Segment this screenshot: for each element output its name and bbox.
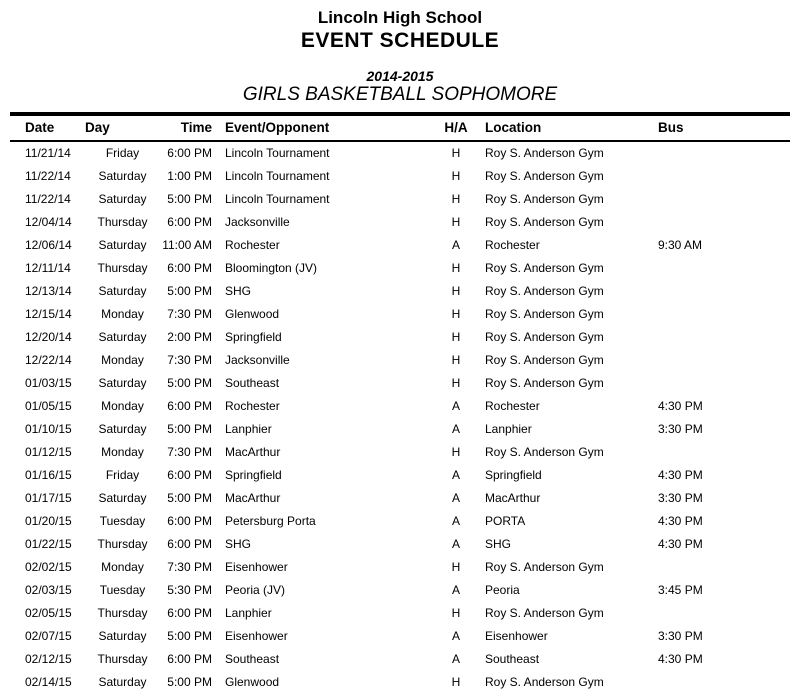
- table-cell-day: Friday: [105, 467, 140, 482]
- table-cell-day: Thursday: [97, 605, 148, 620]
- table-cell-event: Springfield: [225, 329, 282, 344]
- table-cell-event: Eisenhower: [225, 559, 288, 574]
- table-cell-time: 5:00 PM: [167, 191, 212, 206]
- table-cell-day: Saturday: [98, 421, 147, 436]
- table-row: [10, 164, 790, 187]
- table-cell-location: Roy S. Anderson Gym: [485, 375, 604, 390]
- table-cell-ha: A: [451, 628, 460, 643]
- table-cell-ha: H: [451, 214, 461, 229]
- table-cell-date: 12/20/14: [25, 329, 72, 344]
- table-cell-time: 6:00 PM: [167, 398, 212, 413]
- table-cell-ha: H: [451, 559, 461, 574]
- table-cell-time: 6:00 PM: [167, 536, 212, 551]
- table-cell-date: 11/21/14: [25, 146, 71, 161]
- table-cell-event: Lincoln Tournament: [225, 146, 330, 161]
- table-cell-day: Monday: [101, 444, 144, 459]
- table-cell-ha: A: [451, 490, 460, 505]
- table-cell-event: SHG: [225, 536, 252, 551]
- table-cell-location: Rochester: [485, 398, 540, 413]
- table-cell-time: 6:00 PM: [167, 651, 212, 666]
- table-cell-time: 6:00 PM: [167, 146, 212, 161]
- table-cell-event: Rochester: [225, 398, 280, 413]
- table-cell-date: 12/04/14: [25, 214, 72, 229]
- table-cell-event: Lincoln Tournament: [225, 168, 330, 183]
- table-row: [10, 187, 790, 210]
- column-header-ha: H/A: [444, 120, 468, 136]
- table-cell-location: Roy S. Anderson Gym: [485, 191, 604, 206]
- table-row: [10, 670, 790, 693]
- table-cell-date: 12/06/14: [25, 237, 72, 252]
- table-cell-bus: 4:30 PM: [658, 398, 703, 413]
- table-cell-ha: A: [451, 513, 460, 528]
- table-cell-event: SHG: [225, 283, 252, 298]
- document-header: [0, 0, 800, 105]
- table-cell-bus: [648, 601, 790, 624]
- table-cell-bus: [648, 555, 790, 578]
- table-cell-ha: H: [451, 444, 461, 459]
- table-cell-day: Saturday: [98, 490, 147, 505]
- table-cell-bus: [648, 256, 790, 279]
- table-cell-event: Rochester: [225, 237, 280, 252]
- table-row: [10, 348, 790, 371]
- table-cell-event: Peoria (JV): [225, 582, 286, 597]
- table-row: [10, 233, 790, 256]
- table-cell-time: 6:00 PM: [167, 260, 212, 275]
- season-label: 2014-2015: [366, 67, 434, 84]
- table-cell-day: Tuesday: [99, 513, 146, 528]
- table-cell-time: 7:30 PM: [167, 559, 212, 574]
- table-row: [10, 440, 790, 463]
- table-cell-event: Jacksonville: [225, 352, 290, 367]
- column-header-day: Day: [85, 120, 110, 136]
- table-cell-location: Lanphier: [485, 421, 532, 436]
- table-cell-day: Monday: [101, 306, 144, 321]
- table-row: [10, 394, 790, 417]
- table-cell-day: Monday: [101, 559, 144, 574]
- column-header-time: Time: [180, 120, 212, 136]
- table-row: [10, 578, 790, 601]
- table-cell-ha: A: [451, 237, 460, 252]
- table-row: [10, 509, 790, 532]
- table-cell-bus: [648, 371, 790, 394]
- table-cell-day: Monday: [101, 352, 144, 367]
- table-cell-day: Thursday: [97, 214, 148, 229]
- table-row: [10, 647, 790, 670]
- table-cell-bus: 4:30 PM: [658, 513, 703, 528]
- table-cell-date: 01/22/15: [25, 536, 72, 551]
- school-name: Lincoln High School: [317, 8, 483, 27]
- table-cell-date: 01/20/15: [25, 513, 72, 528]
- table-cell-event: Lanphier: [225, 421, 272, 436]
- table-row: [10, 325, 790, 348]
- column-header-location: Location: [485, 120, 542, 136]
- table-row: [10, 463, 790, 486]
- table-cell-time: 5:00 PM: [167, 283, 212, 298]
- table-row: [10, 256, 790, 279]
- table-cell-location: SHG: [485, 536, 512, 551]
- table-cell-ha: H: [451, 329, 461, 344]
- table-cell-ha: A: [451, 398, 460, 413]
- table-cell-time: 5:00 PM: [167, 490, 212, 505]
- table-cell-location: Eisenhower: [485, 628, 548, 643]
- table-cell-location: MacArthur: [485, 490, 541, 505]
- table-cell-ha: H: [451, 306, 461, 321]
- table-cell-date: 12/11/14: [25, 260, 71, 275]
- table-cell-location: Roy S. Anderson Gym: [485, 168, 604, 183]
- table-cell-bus: [648, 279, 790, 302]
- table-cell-ha: H: [451, 352, 461, 367]
- table-cell-event: Jacksonville: [225, 214, 290, 229]
- table-cell-time: 11:00 AM: [162, 237, 212, 252]
- table-cell-bus: [648, 210, 790, 233]
- table-cell-ha: A: [451, 536, 460, 551]
- table-cell-day: Saturday: [98, 168, 147, 183]
- table-cell-bus: 4:30 PM: [658, 467, 703, 482]
- table-cell-ha: H: [451, 605, 461, 620]
- table-cell-date: 01/16/15: [25, 467, 72, 482]
- table-cell-bus: [648, 348, 790, 371]
- table-cell-location: Roy S. Anderson Gym: [485, 674, 604, 689]
- table-cell-bus: 4:30 PM: [658, 651, 703, 666]
- header-row: [10, 114, 790, 141]
- table-cell-date: 02/03/15: [25, 582, 72, 597]
- table-cell-date: 01/12/15: [25, 444, 72, 459]
- table-cell-bus: 9:30 AM: [658, 237, 703, 252]
- table-cell-day: Saturday: [98, 329, 147, 344]
- table-cell-day: Thursday: [97, 651, 148, 666]
- table-cell-date: 11/22/14: [25, 168, 71, 183]
- column-header-bus: Bus: [658, 120, 684, 136]
- table-cell-ha: A: [451, 582, 460, 597]
- table-row: [10, 624, 790, 647]
- table-cell-location: Southeast: [485, 651, 540, 666]
- table-cell-time: 6:00 PM: [167, 467, 212, 482]
- table-cell-location: Peoria: [485, 582, 520, 597]
- table-cell-time: 5:00 PM: [167, 628, 212, 643]
- table-cell-day: Thursday: [97, 260, 148, 275]
- table-cell-date: 02/12/15: [25, 651, 72, 666]
- table-cell-day: Thursday: [97, 536, 148, 551]
- table-cell-ha: H: [451, 674, 461, 689]
- table-cell-time: 1:00 PM: [167, 168, 212, 183]
- table-cell-day: Friday: [105, 146, 140, 161]
- table-cell-event: Lincoln Tournament: [225, 191, 330, 206]
- table-row: [10, 210, 790, 233]
- table-cell-date: 12/13/14: [25, 283, 72, 298]
- team-label: GIRLS BASKETBALL SOPHOMORE: [242, 83, 558, 105]
- table-cell-date: 01/03/15: [25, 375, 72, 390]
- table-row: [10, 532, 790, 555]
- table-cell-day: Saturday: [98, 628, 147, 643]
- table-row: [10, 486, 790, 509]
- table-cell-event: Glenwood: [225, 674, 280, 689]
- table-cell-bus: 3:30 PM: [658, 421, 703, 436]
- table-cell-time: 5:00 PM: [167, 674, 212, 689]
- table-cell-ha: A: [451, 421, 460, 436]
- table-row: [10, 417, 790, 440]
- table-cell-location: Roy S. Anderson Gym: [485, 306, 604, 321]
- table-cell-time: 7:30 PM: [167, 306, 212, 321]
- table-cell-time: 7:30 PM: [167, 352, 212, 367]
- table-row: [10, 279, 790, 302]
- table-cell-location: Roy S. Anderson Gym: [485, 559, 604, 574]
- table-cell-bus: [648, 302, 790, 325]
- table-cell-time: 5:00 PM: [167, 375, 212, 390]
- table-cell-date: 02/05/15: [25, 605, 72, 620]
- table-cell-ha: H: [451, 146, 461, 161]
- table-row: [10, 371, 790, 394]
- table-cell-bus: 4:30 PM: [658, 536, 703, 551]
- table-cell-bus: [648, 325, 790, 348]
- table-cell-event: Southeast: [225, 651, 280, 666]
- table-cell-bus: 3:30 PM: [658, 490, 703, 505]
- table-cell-bus: [648, 187, 790, 210]
- table-cell-date: 02/02/15: [25, 559, 72, 574]
- table-cell-time: 5:30 PM: [167, 582, 212, 597]
- table-cell-location: PORTA: [485, 513, 526, 528]
- table-cell-ha: A: [451, 651, 460, 666]
- table-cell-location: Roy S. Anderson Gym: [485, 352, 604, 367]
- table-cell-day: Saturday: [98, 191, 147, 206]
- table-cell-ha: H: [451, 260, 461, 275]
- table-row: [10, 141, 790, 164]
- table-cell-event: Eisenhower: [225, 628, 288, 643]
- column-header-event: Event/Opponent: [225, 120, 330, 136]
- table-cell-time: 6:00 PM: [167, 605, 212, 620]
- table-cell-bus: [648, 440, 790, 463]
- schedule-table-body: [10, 141, 790, 693]
- table-cell-location: Roy S. Anderson Gym: [485, 605, 604, 620]
- table-cell-location: Roy S. Anderson Gym: [485, 260, 604, 275]
- table-cell-date: 01/17/15: [25, 490, 72, 505]
- table-row: [10, 555, 790, 578]
- table-cell-ha: H: [451, 168, 461, 183]
- table-cell-date: 01/05/15: [25, 398, 72, 413]
- table-cell-date: 11/22/14: [25, 191, 71, 206]
- table-cell-bus: 3:30 PM: [658, 628, 703, 643]
- table-cell-event: MacArthur: [225, 490, 281, 505]
- table-cell-location: Roy S. Anderson Gym: [485, 214, 604, 229]
- document-title: EVENT SCHEDULE: [300, 29, 500, 53]
- table-cell-day: Saturday: [98, 674, 147, 689]
- table-cell-day: Saturday: [98, 237, 147, 252]
- table-cell-date: 02/14/15: [25, 674, 72, 689]
- table-cell-bus: [648, 670, 790, 693]
- table-cell-time: 2:00 PM: [167, 329, 212, 344]
- table-cell-date: 02/07/15: [25, 628, 72, 643]
- table-cell-event: Southeast: [225, 375, 280, 390]
- table-cell-ha: A: [451, 467, 460, 482]
- table-cell-bus: 3:45 PM: [658, 582, 703, 597]
- table-cell-location: Roy S. Anderson Gym: [485, 146, 604, 161]
- table-cell-event: Petersburg Porta: [225, 513, 316, 528]
- table-cell-day: Saturday: [98, 375, 147, 390]
- schedule-table-head: [10, 114, 790, 141]
- table-cell-ha: H: [451, 191, 461, 206]
- table-cell-location: Roy S. Anderson Gym: [485, 283, 604, 298]
- table-cell-time: 5:00 PM: [167, 421, 212, 436]
- table-cell-event: Glenwood: [225, 306, 280, 321]
- table-cell-time: 6:00 PM: [167, 214, 212, 229]
- column-header-date: Date: [25, 120, 55, 136]
- table-cell-time: 6:00 PM: [167, 513, 212, 528]
- table-cell-event: Lanphier: [225, 605, 272, 620]
- table-cell-location: Roy S. Anderson Gym: [485, 444, 604, 459]
- table-cell-ha: H: [451, 375, 461, 390]
- table-row: [10, 302, 790, 325]
- table-cell-day: Saturday: [98, 283, 147, 298]
- table-cell-time: 7:30 PM: [167, 444, 212, 459]
- table-cell-location: Roy S. Anderson Gym: [485, 329, 604, 344]
- table-cell-bus: [648, 164, 790, 187]
- table-cell-event: Bloomington (JV): [225, 260, 318, 275]
- table-cell-event: MacArthur: [225, 444, 281, 459]
- table-cell-bus: [648, 141, 790, 164]
- table-cell-location: Rochester: [485, 237, 540, 252]
- table-row: [10, 601, 790, 624]
- table-cell-date: 12/22/14: [25, 352, 72, 367]
- table-cell-date: 01/10/15: [25, 421, 72, 436]
- table-cell-day: Monday: [101, 398, 144, 413]
- table-cell-ha: H: [451, 283, 461, 298]
- table-cell-location: Springfield: [485, 467, 542, 482]
- table-cell-date: 12/15/14: [25, 306, 72, 321]
- schedule-table: [10, 112, 790, 693]
- table-cell-day: Tuesday: [99, 582, 146, 597]
- table-cell-event: Springfield: [225, 467, 282, 482]
